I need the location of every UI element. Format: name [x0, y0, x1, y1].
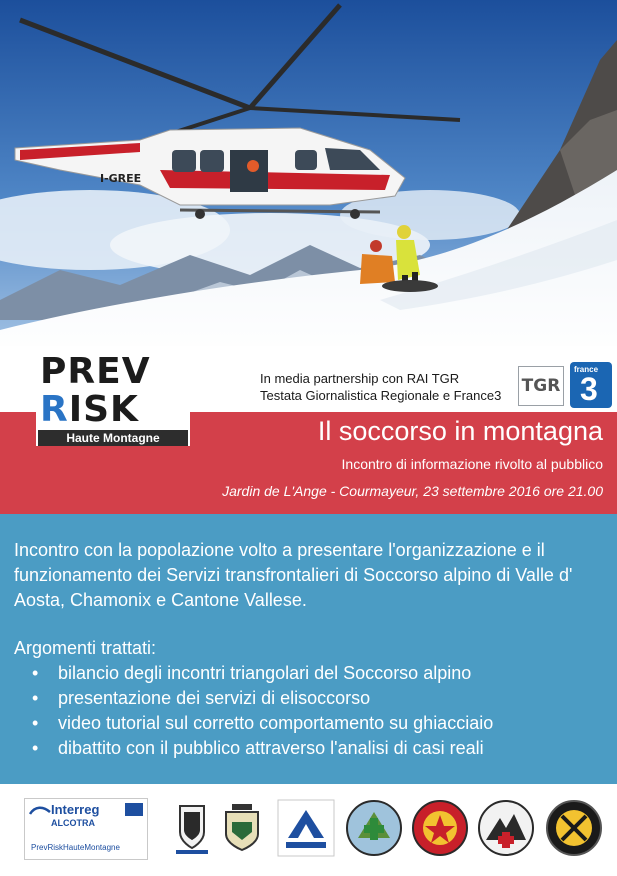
courmayeur-crest-icon [212, 798, 272, 858]
france3-logo [570, 362, 612, 408]
event-subtitle: Incontro di informazione rivolto al pubblico [341, 456, 603, 472]
interreg-project: PrevRiskHauteMontagne [31, 843, 120, 852]
logo-line2-isk: ISK [68, 389, 139, 430]
topics-section [14, 636, 609, 761]
interreg-logo [24, 798, 148, 860]
logo-line1-text: PREV [40, 351, 151, 392]
media-line2: Testata Giornalistica Regionale e France3 [260, 388, 502, 403]
mountain-rescue-logo-icon [276, 798, 336, 858]
eu-flag-icon [125, 803, 143, 816]
list-item: • presentazione dei servizi di elisoccorso [14, 686, 609, 711]
interreg-program: ALCOTRA [51, 818, 95, 828]
topics-list [14, 661, 609, 761]
vigili-del-fuoco-badge-icon [410, 798, 470, 858]
svg-text:I-GREE: I-GREE [100, 172, 142, 185]
event-title: Il soccorso in montagna [317, 416, 603, 446]
logo-line1 [40, 351, 151, 392]
logo-line2 [40, 389, 139, 430]
list-item: • bilancio degli incontri triangolari del Soccorso alpino [14, 661, 609, 686]
france3-number: 3 [580, 371, 598, 407]
chamonix-rescue-badge-icon [476, 798, 536, 858]
media-partnership [260, 370, 515, 404]
france3-small: france [574, 365, 599, 374]
tgr-logo: TGR [518, 366, 564, 406]
logo-line2-r: R [40, 389, 69, 430]
interreg-name: Interreg [51, 802, 100, 817]
hero-photo [0, 0, 617, 360]
gendarmerie-badge-icon [544, 798, 604, 858]
prevrisk-logo [36, 352, 190, 446]
media-line1: In media partnership con RAI TGR [260, 371, 460, 386]
list-item: • dibattito con il pubblico attraverso l'analisi di casi reali [14, 736, 609, 761]
list-item: • video tutorial sul corretto comportamento su ghiacciaio [14, 711, 609, 736]
interreg-swoosh-icon [29, 804, 51, 818]
intro-paragraph: Incontro con la popolazione volto a presentare l'organizzazione e il funzionamento dei Servizi transfrontalieri di Soccorso alpino di Valle d' Aosta, Chamonix e Cantone Vallese. [14, 540, 573, 610]
event-place-date: Jardin de L'Ange - Courmayeur, 23 settembre 2016 ore 21.00 [222, 483, 603, 499]
logo-tagline: Haute Montagne [38, 430, 188, 446]
topics-title: Argomenti trattati: [14, 638, 157, 658]
soccorso-alpino-badge-icon [344, 798, 404, 858]
